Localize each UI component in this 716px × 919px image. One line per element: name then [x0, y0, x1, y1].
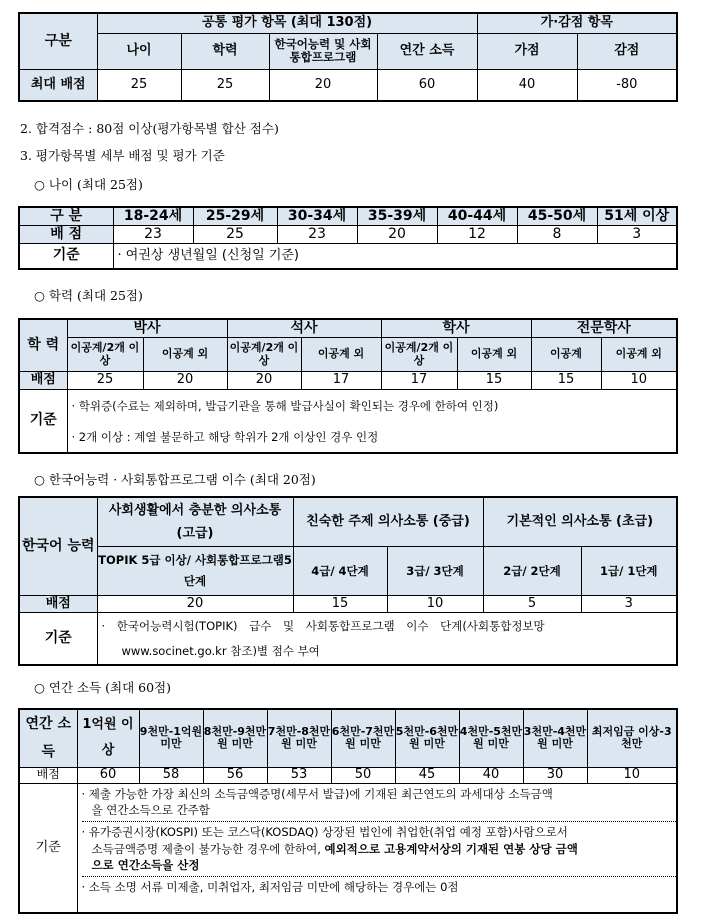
income-criteria-1a: · 제출 가능한 가장 최신의 소득금액증명(세무서 발급)에 기재된 최근연도의 과세대상 소득금액: [81, 786, 553, 801]
max-score-label: 최대 배점: [19, 69, 97, 101]
common-items-header: 공통 평가 항목 (최대 130점): [97, 13, 477, 33]
income-col: 5천만-6천만원 미만: [395, 709, 459, 767]
edu-sub: 이공계 외: [301, 337, 381, 372]
col-edu: 학력: [181, 33, 269, 69]
income-table: [18, 708, 678, 914]
max-income: 60: [377, 69, 477, 101]
income-criteria-2d: 으로 연간소득을 산정: [91, 858, 200, 873]
col-age: 나이: [97, 33, 181, 69]
edu-label: 학 력: [19, 319, 67, 372]
edu-score-label: 배점: [19, 372, 67, 389]
korean-score: 5: [483, 595, 581, 612]
age-col: 35-39세: [357, 207, 437, 226]
max-age: 25: [97, 69, 181, 101]
age-col: 51세 이상: [597, 207, 677, 226]
income-criteria-3: · 소득 소명 서류 미제출, 미취업자, 최저임금 미만에 해당하는 경우에는 0점: [82, 876, 677, 896]
income-score-label: 배점: [19, 767, 77, 783]
korean-score: 10: [387, 595, 483, 612]
income-col: 1억원 이상: [77, 709, 139, 767]
age-score: 23: [113, 226, 193, 244]
age-score: 12: [437, 226, 517, 244]
col-income: 연간 소득: [377, 33, 477, 69]
korean-score: 15: [293, 595, 387, 612]
income-score: 60: [77, 767, 139, 783]
korean-level: 4급/ 4단계: [293, 546, 387, 595]
edu-score: 17: [301, 372, 381, 389]
korean-score: 3: [581, 595, 677, 612]
income-score: 10: [587, 767, 677, 783]
max-penalty: -80: [577, 69, 677, 101]
edu-criteria-2: · 2개 이상 : 계열 불문하고 해당 학위가 2개 이상인 경우 인정: [67, 423, 677, 453]
edu-sub: 이공계: [531, 337, 601, 372]
korean-level: 2급/ 2단계: [483, 546, 581, 595]
korean-table: [18, 496, 678, 666]
gubun-header: 구분: [19, 13, 97, 69]
korean-criteria-2: www.socinet.go.kr 참조)별 점수 부여: [97, 638, 677, 665]
age-col: 45-50세: [517, 207, 597, 226]
col-penalty: 감점: [577, 33, 677, 69]
edu-sub: 이공계 외: [601, 337, 677, 372]
edu-score: 15: [457, 372, 531, 389]
korean-intermediate: 친숙한 주제 의사소통 (중급): [293, 497, 483, 546]
income-col: 최저임금 이상-3천만: [587, 709, 677, 767]
edu-score: 20: [227, 372, 301, 389]
age-col: 18-24세: [113, 207, 193, 226]
age-score: 23: [277, 226, 357, 244]
income-criteria-2a: · 유가증권시장(KOSPI) 또는 코스닥(KOSDAQ) 상장된 법인에 취업한(취업 예정 포함)사람으로서: [82, 821, 677, 841]
age-criteria: · 여권상 생년월일 (신청일 기준): [113, 243, 677, 269]
criteria-heading: 3. 평가항목별 세부 배점 및 평가 기준: [20, 148, 225, 163]
overview-table: [18, 12, 678, 102]
age-col: 30-34세: [277, 207, 357, 226]
korean-level: TOPIK 5급 이상/ 사회통합프로그램5단계: [97, 546, 293, 595]
edu-score: 10: [601, 372, 677, 389]
income-col: 7천만-8천만원 미만: [267, 709, 331, 767]
age-score: 25: [193, 226, 277, 244]
income-score: 58: [139, 767, 203, 783]
age-section-title: ○ 나이 (최대 25점): [34, 177, 143, 192]
korean-level: 3급/ 3단계: [387, 546, 483, 595]
age-criteria-label: 기준: [19, 243, 113, 269]
col-bonus: 가점: [477, 33, 577, 69]
income-score: 53: [267, 767, 331, 783]
edu-criteria-label: 기준: [19, 389, 67, 453]
max-bonus: 40: [477, 69, 577, 101]
edu-master: 석사: [227, 319, 381, 337]
income-col: 8천만-9천만원 미만: [203, 709, 267, 767]
korean-basic: 기본적인 의사소통 (초급): [483, 497, 677, 546]
edu-sub: 이공계/2개 이상: [381, 337, 457, 372]
max-korean: 20: [269, 69, 377, 101]
edu-table: [18, 318, 678, 454]
edu-sub: 이공계/2개 이상: [227, 337, 301, 372]
age-score: 3: [597, 226, 677, 244]
korean-section-title: ○ 한국어능력 · 사회통합프로그램 이수 (최대 20점): [34, 472, 316, 487]
income-label: 연간 소득: [19, 709, 77, 767]
korean-score-label: 배점: [19, 595, 97, 612]
income-col: 3천만-4천만원 미만: [523, 709, 587, 767]
income-score: 30: [523, 767, 587, 783]
edu-sub: 이공계 외: [457, 337, 531, 372]
edu-associate: 전문학사: [531, 319, 677, 337]
korean-advanced: 사회생활에서 충분한 의사소통 (고급): [97, 497, 293, 546]
edu-bachelor: 학사: [381, 319, 531, 337]
max-edu: 25: [181, 69, 269, 101]
age-gubun: 구 분: [19, 207, 113, 226]
col-korean: 한국어능력 및 사회통합프로그램: [269, 33, 377, 69]
edu-sub: 이공계 외: [143, 337, 227, 372]
edu-score: 20: [143, 372, 227, 389]
income-col: 4천만-5천만원 미만: [459, 709, 523, 767]
edu-phd: 박사: [67, 319, 227, 337]
edu-section-title: ○ 학력 (최대 25점): [34, 288, 143, 303]
income-score: 45: [395, 767, 459, 783]
edu-score: 15: [531, 372, 601, 389]
income-section-title: ○ 연간 소득 (최대 60점): [34, 680, 171, 695]
income-score: 50: [331, 767, 395, 783]
age-col: 25-29세: [193, 207, 277, 226]
pass-score-line: 2. 합격점수 : 80점 이상(평가항목별 합산 점수): [20, 121, 279, 136]
income-criteria-2c: 예외적으로 고용계약서상의 기재된 연봉 상당 금액: [324, 841, 578, 856]
edu-score: 17: [381, 372, 457, 389]
income-score: 40: [459, 767, 523, 783]
age-score-label: 배 점: [19, 226, 113, 244]
income-score: 56: [203, 767, 267, 783]
korean-label: 한국어 능력: [19, 497, 97, 595]
korean-criteria-label: 기준: [19, 613, 97, 665]
income-criteria-label: 기준: [19, 783, 77, 913]
income-criteria-1b: 을 연간소득으로 간주함: [91, 803, 210, 818]
korean-level: 1급/ 1단계: [581, 546, 677, 595]
korean-score: 20: [97, 595, 293, 612]
income-criteria-2b: 소득금액증명 제출이 불가능한 경우에 한하여,: [91, 841, 321, 856]
edu-sub: 이공계/2개 이상: [67, 337, 143, 372]
age-score: 8: [517, 226, 597, 244]
edu-criteria-1: · 학위증(수료는 제외하며, 발급기관을 통해 발급사실이 확인되는 경우에 한하여 인정): [67, 389, 677, 423]
age-table: [18, 206, 678, 270]
income-col: 9천만-1억원 미만: [139, 709, 203, 767]
income-col: 6천만-7천만원 미만: [331, 709, 395, 767]
korean-criteria-1: · 한국어능력시험(TOPIK) 급수 및 사회통합프로그램 이수 단계(사회통합정보망: [97, 613, 677, 639]
age-col: 40-44세: [437, 207, 517, 226]
age-score: 20: [357, 226, 437, 244]
edu-score: 25: [67, 372, 143, 389]
bonus-items-header: 가·감점 항목: [477, 13, 677, 33]
